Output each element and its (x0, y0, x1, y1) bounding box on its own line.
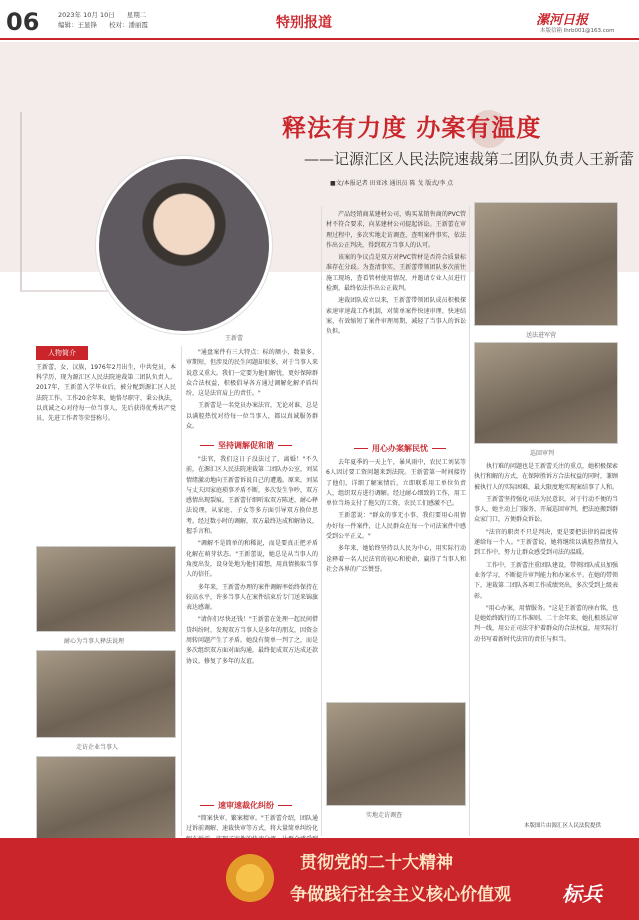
photo-credit: 本版图片由源汇区人民法院提供 (524, 823, 602, 829)
paragraph: "简案快审、繁案精审。"王新蕾介绍，团队通过诉前调解、速裁快审等方式，将大量简单纠纷化 (186, 815, 319, 833)
article-column-3 (474, 462, 618, 816)
paragraph: 产品经销商某建材公司，购买某销售商的PVC管材不符合要求，向某建材公司提起诉讼。王新蕾在审理过程中，多次实地走访调查，查明案件事实，依法作出公正判决，得到双方当事人的认可。 (326, 211, 466, 249)
paragraph: 执行难的问题也是王新蕾关注的重点，她积极探索执行和解的方式，在保障胜诉方合法权益的同时，兼顾被执行人的实际困难，最大限度地实现案结事了人和。 (474, 463, 619, 491)
headline-subtitle: ——记源汇区人民法院速裁第二团队负责人王新蕾 (304, 150, 635, 168)
portrait-photo (96, 156, 272, 334)
column-divider (469, 206, 470, 836)
photo-caption: 巡回审判 (530, 450, 555, 457)
paragraph: "法官的职责不只是判决，更是要把法律的温度传递给每一个人。"王新蕾说，她将继续以满腔热情投入到工作中，努力让群众感受到司法的温暖。 (474, 528, 618, 557)
section-title: 特别报道 (276, 15, 332, 31)
article-column-2 (326, 210, 466, 440)
newspaper-hotline: 本版信箱 lhrb001@163.com (540, 28, 615, 34)
photo-caption: 送法进军营 (526, 332, 557, 339)
newspaper-logo: 漯河日报 (536, 13, 589, 28)
editor: 编辑：王显锋 (58, 21, 97, 29)
header-info (58, 10, 148, 30)
paragraph: 多年来，她始终坚持以人民为中心，用实际行动诠释着一名人民法官的初心和使命，赢得了当事人和社会各界的广泛赞誉。 (326, 545, 466, 573)
article-column-1b (186, 455, 318, 795)
photo-caption: 耐心为当事人释法说理 (64, 638, 125, 645)
photo-caption: 走访企业当事人 (76, 744, 119, 751)
subhead-speedy: 速审速裁化纠纷 (196, 800, 296, 811)
paragraph: "请你们尽快还钱！"王新蕾在处理一起民间借贷纠纷时，发现双方当事人是多年的朋友，因资金周转问题产生了矛盾。她没有简单一判了之，而是多次组织双方面对面沟通，最终促成双方达成还款协议，修复了多年的友谊。 (186, 616, 319, 665)
photo-visit-people (36, 756, 176, 840)
banner-line-2: 争做践行社会主义核心价值观 (290, 885, 511, 905)
paragraph: 工作中，王新蕾注重团队建设，带领团队成员加强业务学习，不断提升审判能力和办案水平。在她的带领下，速裁第二团队各项工作成绩突出，多次受到上级表彰。 (474, 561, 619, 600)
paragraph: "法官，我们这日子没法过了，离婚！"不久前，在源汇区人民法院速裁第二团队办公室，刘某情绪激动地向王新蕾诉说自己的遭遇。原来，刘某与丈夫因家庭琐事矛盾不断，多次发生争吵，双方感情出现裂痕。王新蕾仔细听取双方陈述，耐心释法说理，从家庭、子女等多方面引导双方换位思考。经过数小时的调解，双方最终达成和解协议，握手言和。 (186, 456, 319, 536)
profile-tag: 人物简介 (36, 346, 88, 360)
page-header (0, 0, 639, 40)
column-divider (181, 346, 182, 836)
party-emblem-icon (222, 850, 278, 906)
profile-text: 王新蕾，女，汉族，1976年2月出生，中共党员，本科学历，现为源汇区人民法院速裁第二团队负责人。2017年，王新蕾入学毕业后，被分配到源汇区人民法院工作。工作20余年来，她恪尽职守、秉公执法，以真诚之心对待每一位当事人，先后获得优秀共产党员、先进工作者等荣誉称号。 (36, 364, 176, 423)
banner-line-3: 标兵 (562, 882, 602, 906)
headline-title: 释法有力度 办案有温度 (282, 113, 542, 142)
proofreader: 校对：潘丽霞 (109, 21, 148, 29)
article-column-1c (186, 814, 318, 836)
slogan-banner (0, 838, 639, 920)
paragraph: 速裁团队成立以来，王新蕾带领团队成员积极探索速审速裁工作机制，对简单案件快速审理、快速结案，有效缩短了案件审理周期，减轻了当事人的诉讼负担。 (326, 297, 466, 336)
byline: ■文/本报记者 田亚冰 通讯员 陈 戈 版式/李 点 (330, 180, 454, 187)
paragraph: 多年来，王新蕾办理的案件调解率始终保持在较高水平，许多当事人在案件结束后专门送来锦旗表达感谢。 (186, 583, 319, 612)
photo-circuit-trial (474, 342, 618, 444)
portrait-caption: 王新蕾 (225, 335, 244, 342)
photo-mediation (36, 546, 176, 632)
paragraph: 去年夏季的一天上午，暴风雨中，农民工刘某等6人因讨要工资问题来到法院。王新蕾第一时间接待了他们，详细了解案情后，立即联系用工单位负责人，组织双方进行调解。经过耐心细致的工作，用工单位当场支付了拖欠的工资，农民工们感激不已。 (326, 459, 466, 508)
paragraph: 王新蕾坚持强化司法为民意识，对于行动不便的当事人，她主动上门服务，开展巡回审判，把法庭搬到群众家门口，方便群众诉讼。 (474, 495, 619, 524)
photo-visit-enterprise (36, 650, 176, 738)
paragraph: "调解不是简单的和稀泥，而是要真正把矛盾化解在萌芽状态。"王新蕾说，她总是从当事人的角度出发，设身处地为他们着想，用真情换取当事人的信任。 (186, 540, 319, 579)
photo-site-survey (326, 702, 466, 806)
subhead-care: 用心办案解民忧 (350, 443, 450, 454)
article-column-1 (186, 348, 318, 436)
paragraph: 王新蕾是一名党员办案法官，无论对谁，总是以满腔热忱对待每一位当事人，都以真诚服务群众。 (186, 402, 319, 431)
issue-date: 2023年 10月 10日 (58, 11, 115, 19)
paragraph: "通盘案件有三大特点：标的额小、数量多、审期短，但涉及的民生问题却很多，对于当事人来说意义重大。我们一定要为他们解忧，更好保障群众合法权益，积极倡导各方通过调解化解矛盾纠纷，这是法官肩上的责任。" (186, 349, 319, 398)
photo-caption: 实地走访调查 (366, 812, 403, 819)
paragraph: 该案的争议点是双方对PVC管材是否符合质量标准存在分歧。为查清事实，王新蕾带领团队多次前往施工现场，查看管材使用情况，并邀请专业人员进行检测，最终依法作出公正裁判。 (326, 254, 466, 293)
issue-weekday: 星期二 (126, 11, 147, 19)
banner-line-1: 贯彻党的二十大精神 (300, 853, 453, 873)
photo-army (474, 202, 618, 326)
column-divider (321, 206, 322, 836)
paragraph: "用心办案，用情服务。"这是王新蕾的座右铭，也是她始终践行的工作准则。二十余年来，她扎根基层审判一线，用公正司法守护着群众的合法权益，用实际行动书写着新时代法官的责任与担当。 (474, 604, 619, 643)
article-column-2b (326, 458, 466, 698)
page-number: 06 (6, 8, 40, 36)
subhead-mediation: 坚持调解促和谐 (196, 440, 296, 451)
paragraph: 王新蕾说："群众的事无小事，我们要用心用情办好每一件案件，让人民群众在每一个司法案件中感受到公平正义。" (326, 512, 466, 541)
